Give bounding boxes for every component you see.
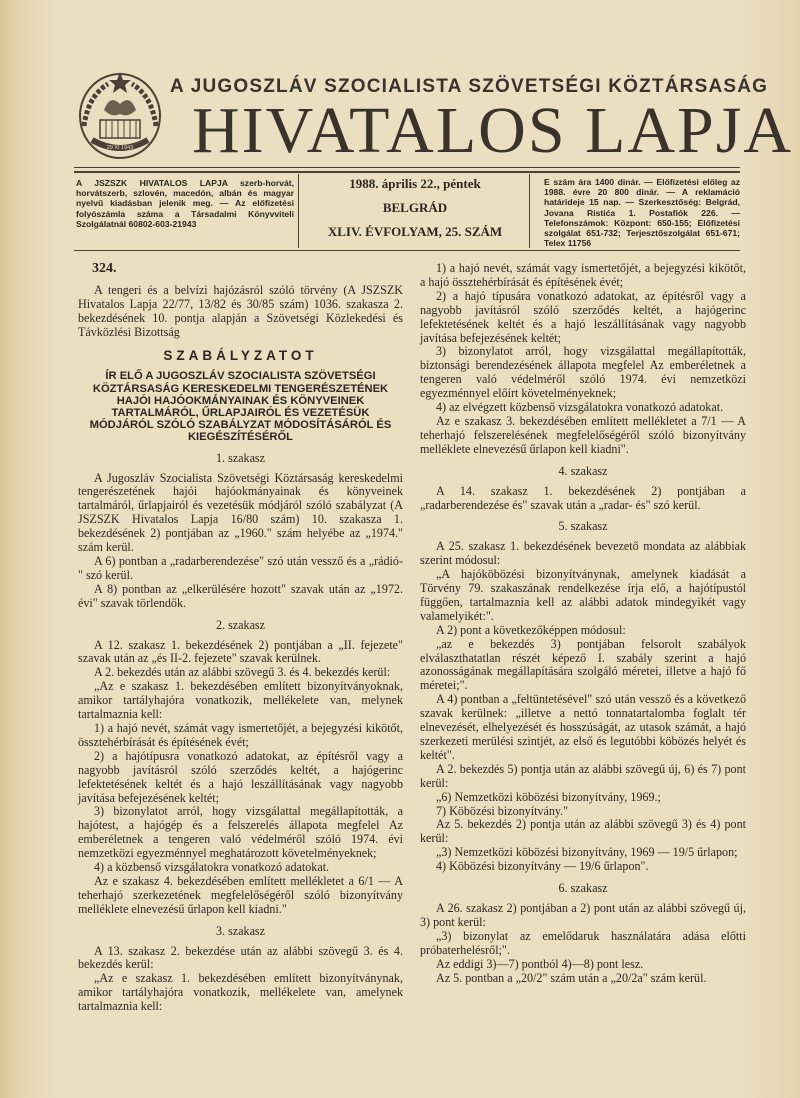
paragraph: A 8) pontban az „elkerülésére hozott" szavak után az „1972. évi" szavak törlendők. xyxy=(78,581,403,610)
column-divider xyxy=(529,174,530,248)
paragraph: A 4) pontban a „feltüntetésével" szó után vessző és a következő szavak kerülnek: „illetve a nettó tonnatartalomba foglalt tér elnevezését, elhelyezését és hosszúságát, az utasok számát, a hajó szerkezeti merülési szintjét, az első és legutóbbi köbözés helyét és keltét". xyxy=(420,692,746,762)
newspaper-title: HIVATALOS LAPJA xyxy=(192,94,794,167)
paragraph: A 2. bekezdés 5) pontja után az alábbi szövegű új, 6) és 7) pont kerül: xyxy=(420,761,746,790)
section-title: 6. szakasz xyxy=(558,881,608,896)
paragraph: Az eddigi 3)—7) pontból 4)—8) pont lesz. xyxy=(436,956,644,971)
paragraph: A 2. bekezdés után az alábbi szövegű 3. és 4. bekezdés kerül: xyxy=(94,665,391,680)
intro-paragraph: A tengeri és a belvízi hajózásról szóló törvény (A JSZSZK Hivatalos Lapja 22/77, 13/82 és 30/85 szám) 1036. szakasza 2. bekezdésének 10. pontja alapján a Szövetségi Közlekedési és Távközlési Bizottság xyxy=(78,282,403,339)
issue-date: 1988. április 22., péntek xyxy=(349,176,481,191)
issue-volume: XLIV. ÉVFOLYAM, 25. SZÁM xyxy=(327,224,503,239)
quoted-paragraph: „3) Nemzetközi köbözési bizonyítvány, 1969 — 19/5 űrlapon; xyxy=(436,845,738,860)
column-divider xyxy=(298,174,299,248)
paragraph: A Jugoszláv Szocialista Szövetségi Köztársaság kereskedelmi tengerészetének hajói hajóokmányainak és könyveinek tartalmáról, űrlapjairól és vezetésük módjáról szóló szabályzat (A JSZSZK Hivatalos Lapja 16/80 szám) 10. szakasza 1. bekezdésének 2) pontjában az „1960." szám helyébe az „1974." szám kerül. xyxy=(78,470,403,555)
section-title: 4. szakasz xyxy=(558,463,608,478)
paragraph: Az 5. bekezdés 2) pontja után az alábbi szövegű 3) és 4) pont kerül: xyxy=(420,817,746,846)
quoted-paragraph: „az e bekezdés 3) pontjában felsorolt szabályok elválaszthatatlan részét képező I. szabály szerint a hajó azonosságának megállapítására szolgáló méretei, illetve a hajó fő méretei;". xyxy=(420,636,746,693)
paragraph: A 13. szakasz 2. bekezdése után az alábbi szövegű 3. és 4. bekezdés kerül: xyxy=(78,943,403,972)
list-item: 3) bizonylatot arról, hogy vizsgálattal megállapították, biztonsági berendezésének állapota megfelel Az emberéletnek a tengeren való védelméről szóló 1974. évi nemzetközi egyezménnyel előírt követelményeknek; xyxy=(420,344,746,401)
emblem-date: 29 XI 1943 xyxy=(106,145,134,151)
list-item: 1) a hajó nevét, számát vagy ismertetőjét, a bejegyzési kikötőt, össztehérbírását és építésének évét; xyxy=(78,720,403,749)
paragraph: A 2) pont a következőképpen módosul: xyxy=(436,622,626,637)
quoted-paragraph: „Az e szakasz 1. bekezdésében említett bizonyítványnak, amikor tartályhajóra vonatkozik, mellékelete van, amelynek tartalmaznia kell: xyxy=(78,971,403,1014)
list-item: 1) a hajó nevét, számát vagy ismertetőjét, a bejegyzési kikötőt, a hajó össztehérbírását és építésének évét; xyxy=(420,261,746,289)
header-bottom-rule xyxy=(74,250,740,251)
quoted-paragraph: „6) Nemzetközi köbözési bizonyítvány, 1969.; xyxy=(436,789,661,804)
list-item: 4) az elvégzett közbenső vizsgálatokra vonatkozó adatokat. xyxy=(436,400,724,415)
section-title: 5. szakasz xyxy=(558,519,608,534)
price-and-contact-info: E szám ára 1400 dinár. — Előfizetési előleg az 1988. évre 20 800 dinár. — A reklamáció határideje 15 nap. — Szerkesztőség: Belgrád, Jovana Ristića 1. Postafiók 226. — Telefonszámok: Központ: 650-155; Előfizetési szolgálat 651-732; Terjesztőszolgálat 651-671; Telex 11756 xyxy=(544,177,740,249)
paragraph: Az 5. pontban a „20/2" szám után a „20/2a" szám kerül. xyxy=(436,970,707,985)
quoted-paragraph: „Az e szakasz 1. bekezdésében említett bizonyítványoknak, amikor tartályhajóra vonatkozik, mellékelete van, melynek tartalmaznia kell: xyxy=(78,679,403,722)
publisher-title: A JUGOSZLÁV SZOCIALISTA SZÖVETSÉGI KÖZTÁRSASÁG xyxy=(170,76,769,97)
quoted-paragraph: „3) bizonylat az emelődaruk használatára adása előtti próbaterhelésről;". xyxy=(420,928,746,957)
section-title: 1. szakasz xyxy=(215,450,266,465)
paragraph: A 12. szakasz 1. bekezdésének 2) pontjában a „II. fejezete" szavak után az „és II-2. fejezete" szavak kerülnek. xyxy=(78,637,403,666)
quoted-paragraph: 4) Köbözési bizonyítvány — 19/6 űrlapon". xyxy=(436,859,649,874)
left-column xyxy=(78,262,403,1014)
right-column xyxy=(420,262,746,985)
paragraph: Az e szakasz 3. bekezdésében említett mellékletet a 7/1 — A teherhajó felszerelésének megfelelőségéről szóló bizonyítvány melléklete elnevezésű űrlapon kell kiadni". xyxy=(420,413,746,456)
publication-info: A JSZSZK HIVATALOS LAPJA szerb-horvát, horvátszerb, szlovén, macedón, albán és magyar nyelvű kiadásban jelenik meg. — Az előfizetési folyószámla száma a Társadalmi Könyvviteli Szolgálatnál 60802-603-21943 xyxy=(76,178,294,229)
list-item: 3) bizonylatot arról, hogy vizsgálattal megállapították, a hajótest, a hajógép és a felszerelés állapota megfelel Az emberéletnek a tengeren való védelméről szóló 1974. évi nemzetközi egyezménnyel meghatározott követelményeknek; xyxy=(78,804,403,861)
paragraph: A 14. szakasz 1. bekezdésének 2) pontjában a „radarberendezése és" szavak után a „radar- és" szó kerül. xyxy=(420,483,746,512)
issue-city: BELGRÁD xyxy=(382,200,448,215)
issue-info xyxy=(302,176,528,248)
list-item: 4) a közbenső vizsgálatokra vonatkozó adatokat. xyxy=(94,860,330,875)
masthead-rule-thick xyxy=(74,171,740,173)
paragraph: Az e szakasz 4. bekezdésében említett mellékletet a 6/1 — A teherhajó szerkezetének megfelelőségéről szóló bizonyítvány melléklete elnevezésű űrlapon kell kiadni." xyxy=(78,873,403,916)
document-number: 324. xyxy=(92,261,117,276)
list-item: 2) a hajó típusára vonatkozó adatokat, az építésről vagy a nagyobb javításról szóló szerződés keltét, a hajógerinc lefektetésének keltét és a hajó leszállításának vagy nagyobb javítása befejezésének keltét; xyxy=(420,288,746,345)
paragraph: A 25. szakasz 1. bekezdésének bevezető mondata az alábbiak szerint módosul: xyxy=(420,539,746,568)
section-title: 3. szakasz xyxy=(215,923,266,938)
paragraph: A 6) pontban a „radarberendezése" szó után vessző és a „rádió-" szó kerül. xyxy=(78,554,403,582)
document-subheading: ÍR ELŐ A JUGOSZLÁV SZOCIALISTA SZÖVETSÉGI KÖZTÁRSASÁG KERESKEDELMI TENGERÉSZETÉNEK HAJÓI HAJÓOKMÁNYAINAK ÉS KÖNYVEINEK TARTALMÁRÓL, ŰRLAPJAIRÓL ÉS VEZETÉSÜK MÓDJÁRÓL SZÓLÓ SZABÁLYZAT MÓDOSÍTÁSÁRÓL ÉS KIEGÉSZÍTÉSÉRŐL xyxy=(89,370,392,444)
quoted-paragraph: 7) Köbözési bizonyítvány." xyxy=(436,803,569,818)
list-item: 2) a hajótípusra vonatkozó adatokat, az építésről vagy a nagyobb javításról szóló szerződés keltét, a hajógerinc lefektetésének keltét és a hajó leszállításának vagy nagyobb javítása befejezésének keltét; xyxy=(78,748,403,805)
masthead-rule xyxy=(74,167,740,168)
paragraph: A 26. szakasz 2) pontjában a 2) pont után az alábbi szövegű új, 3) pont kerül: xyxy=(420,900,746,929)
state-emblem-icon xyxy=(74,66,166,162)
section-title: 2. szakasz xyxy=(215,617,266,632)
quoted-paragraph: „A hajóköbözési bizonyítványnak, amelynek kiadását a Törvény 79. szakaszának rendelkezése írja elő, a hajótípustól függően, tartalmaznia kell az alábbi adatok mindegyikét vagy valamelyikét:". xyxy=(420,567,746,623)
document-heading: SZABÁLYZATOT xyxy=(163,347,318,363)
